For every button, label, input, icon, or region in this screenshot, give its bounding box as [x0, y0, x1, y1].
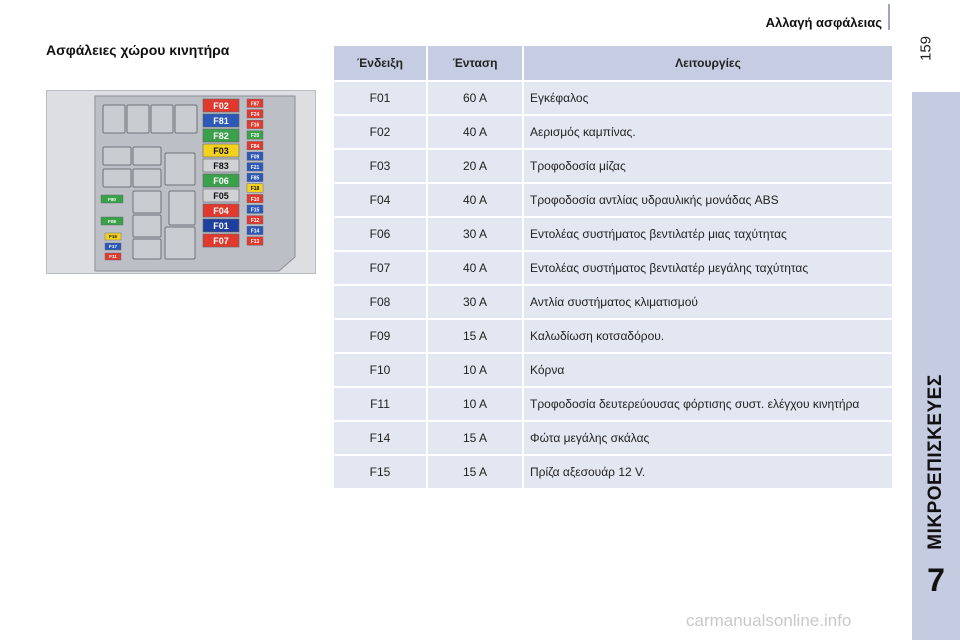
running-head: Αλλαγή ασφάλειας	[765, 15, 882, 30]
fuse-function-cell: Τροφοδοσία δευτερεύουσας φόρτισης συστ. ελέγχου κινητήρα	[524, 388, 892, 422]
table-row	[334, 184, 892, 218]
fuse-rating-cell: 30 A	[428, 286, 524, 320]
empty-fuse-socket	[103, 169, 131, 187]
fuse-designation-cell: F02	[334, 116, 428, 150]
column-header-rating: Ένταση	[428, 46, 524, 82]
fuse-designation-cell: F15	[334, 456, 428, 490]
table-row	[334, 422, 892, 456]
side-fuse-label: F08	[108, 219, 116, 225]
fuse-function-cell: Καλωδίωση κοτσαδόρου.	[524, 320, 892, 354]
side-fuse-label: F19	[109, 234, 117, 240]
table-row	[334, 320, 892, 354]
mini-fuse-label: F16	[250, 122, 260, 129]
table-row	[334, 150, 892, 184]
empty-fuse-socket	[103, 105, 125, 133]
fuse-designation-cell: F04	[334, 184, 428, 218]
mini-fuse-label: F14	[250, 228, 260, 235]
section-title: Ασφάλειες χώρου κινητήρα	[46, 42, 230, 58]
fuse-label: F03	[213, 146, 229, 156]
fuse-label: F07	[213, 236, 229, 246]
fuse-designation-cell: F01	[334, 82, 428, 116]
fuse-function-cell: Κόρνα	[524, 354, 892, 388]
empty-fuse-socket	[151, 105, 173, 133]
chapter-number: 7	[927, 562, 945, 598]
table-row	[334, 388, 892, 422]
mini-fuse-label: F85	[250, 175, 260, 182]
header-rule	[888, 4, 890, 30]
empty-fuse-socket	[133, 147, 161, 165]
empty-fuse-socket	[165, 227, 195, 259]
mini-fuse-label: F13	[250, 239, 260, 246]
fuse-designation-cell: F11	[334, 388, 428, 422]
mini-fuse-label: F18	[250, 186, 260, 193]
fuse-box-drawing	[47, 91, 315, 273]
fuse-label: F06	[213, 176, 229, 186]
fuse-label: F82	[213, 131, 229, 141]
mini-fuse-label: F84	[250, 143, 260, 150]
fuse-function-cell: Τροφοδοσία αντλίας υδραυλικής μονάδας ABS	[524, 184, 892, 218]
mini-fuse-label: F12	[250, 218, 260, 224]
fuse-designation-cell: F14	[334, 422, 428, 456]
table-row	[334, 218, 892, 252]
fuse-rating-cell: 15 A	[428, 422, 524, 456]
page-number: 159	[917, 35, 935, 62]
empty-fuse-socket	[169, 191, 195, 225]
column-header-designation: Ένδειξη	[334, 46, 428, 82]
fuse-table	[334, 46, 892, 490]
fuse-rating-cell: 40 A	[428, 116, 524, 150]
fuse-function-cell: Εγκέφαλος	[524, 82, 892, 116]
table-row	[334, 116, 892, 150]
fuse-label: F81	[213, 116, 229, 126]
fuse-label: F01	[213, 221, 229, 231]
table-row	[334, 252, 892, 286]
mini-fuse-label: F09	[250, 154, 260, 161]
empty-fuse-socket	[103, 147, 131, 165]
fuse-designation-cell: F06	[334, 218, 428, 252]
mini-fuse-label: F24	[250, 112, 260, 118]
fuse-function-cell: Πρίζα αξεσουάρ 12 V.	[524, 456, 892, 490]
mini-fuse-label: F15	[250, 207, 260, 214]
empty-fuse-socket	[133, 239, 161, 259]
fuse-box-illustration	[46, 90, 316, 274]
table-row	[334, 82, 892, 116]
empty-fuse-socket	[175, 105, 197, 133]
chapter-title: ΜΙΚΡΟΕΠΙΣΚΕΥΕΣ	[925, 374, 946, 550]
fuse-rating-cell: 60 A	[428, 82, 524, 116]
side-fuse-label: F11	[109, 254, 117, 260]
fuse-designation-cell: F08	[334, 286, 428, 320]
chapter-side-tab	[912, 92, 960, 640]
table-row	[334, 286, 892, 320]
fuse-function-cell: Φώτα μεγάλης σκάλας	[524, 422, 892, 456]
fuse-function-cell: Εντολέας συστήματος βεντιλατέρ μεγάλης ταχύτητας	[524, 252, 892, 286]
table-header-row	[334, 46, 892, 82]
fuse-label: F04	[213, 206, 229, 216]
fuse-rating-cell: 20 A	[428, 150, 524, 184]
table-row	[334, 354, 892, 388]
mini-fuse-label: F20	[250, 133, 260, 140]
fuse-designation-cell: F03	[334, 150, 428, 184]
column-header-functions: Λειτουργίες	[524, 46, 892, 82]
fuse-rating-cell: 40 A	[428, 252, 524, 286]
fuse-designation-cell: F09	[334, 320, 428, 354]
mini-fuse-label: F21	[250, 165, 260, 171]
fuse-designation-cell: F07	[334, 252, 428, 286]
empty-fuse-socket	[127, 105, 149, 133]
fuse-rating-cell: 10 A	[428, 388, 524, 422]
fuse-label: F83	[213, 161, 229, 171]
fuse-function-cell: Αντλία συστήματος κλιματισμού	[524, 286, 892, 320]
empty-fuse-socket	[133, 169, 161, 187]
empty-fuse-socket	[133, 191, 161, 213]
mini-fuse-label: F87	[250, 101, 260, 108]
side-fuse-label: F17	[109, 244, 117, 250]
fuse-rating-cell: 15 A	[428, 456, 524, 490]
fuse-rating-cell: 15 A	[428, 320, 524, 354]
fuse-rating-cell: 30 A	[428, 218, 524, 252]
empty-fuse-socket	[165, 153, 195, 185]
empty-fuse-socket	[133, 215, 161, 237]
fuse-label: F02	[213, 101, 229, 111]
fuse-designation-cell: F10	[334, 354, 428, 388]
fuse-function-cell: Αερισμός καμπίνας.	[524, 116, 892, 150]
fuse-label: F05	[213, 191, 229, 201]
fuse-function-cell: Τροφοδοσία μίζας	[524, 150, 892, 184]
side-fuse-label: F80	[108, 197, 116, 203]
fuse-function-cell: Εντολέας συστήματος βεντιλατέρ μιας ταχύτητας	[524, 218, 892, 252]
watermark-text: carmanualsonline.info	[686, 611, 852, 630]
fuse-rating-cell: 40 A	[428, 184, 524, 218]
mini-fuse-label: F10	[250, 196, 260, 203]
table-row	[334, 456, 892, 490]
fuse-rating-cell: 10 A	[428, 354, 524, 388]
